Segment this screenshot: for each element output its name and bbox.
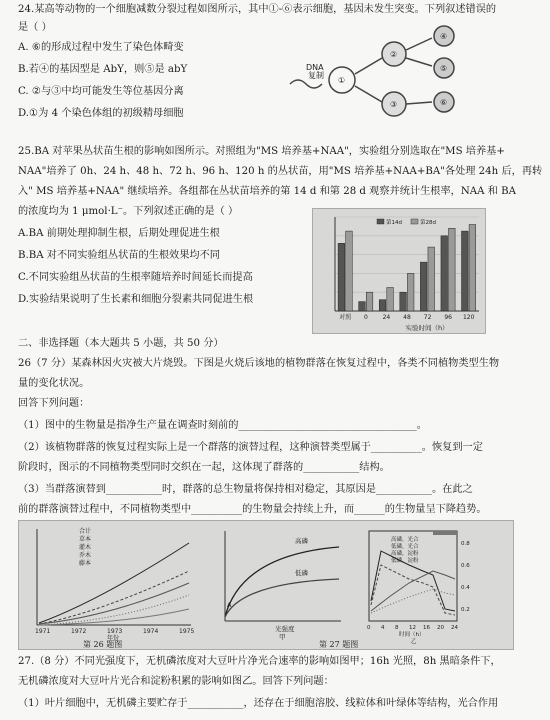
fig27-caption: 第 27 题图: [319, 640, 359, 649]
xtick-3: 48: [403, 314, 411, 321]
fig27b-legend-2: 高磷，淀粉: [391, 551, 419, 557]
cell-division-diagram: [282, 24, 482, 122]
fig26-xlabel: 年份: [107, 635, 120, 642]
q24-option-a: A. ⑥的形成过程中发生了染色体畸变: [18, 42, 184, 53]
dna-strand-left: [290, 80, 322, 88]
q25-stem-line1: 25.BA 对苹果丛状苗生根的影响如图所示。对照组为"MS 培养基+NAA"，实验组分别选取在"MS 培养基+: [18, 146, 505, 157]
fig27b-legend-1: 低磷，光合: [391, 544, 419, 550]
arrow-1-2: [355, 58, 382, 74]
fig27a-label-low: 低磷: [295, 569, 308, 577]
q24-option-d: D.①为 4 个染色体组的初级精母细胞: [18, 108, 184, 119]
arrow-2-5: [406, 58, 432, 66]
fig27b-ytick-r-1: 0.6: [461, 563, 470, 569]
q26-stem-line1: 26（7 分）某森林因火灾被大片烧毁。下图是火烧后该地的植物群落在恢复过程中，各类不同植物类型生物: [18, 358, 500, 369]
q25-option-b: B.BA 对不同实验组丛状苗的生根效果均不同: [18, 250, 220, 261]
xtick-4: 72: [423, 314, 432, 321]
cell-1-label: ①: [338, 76, 346, 85]
fig26-caption: 第 26 题图: [83, 640, 123, 649]
q27-stem-line1: 27.（8 分）不同光强度下，无机磷浓度对大豆叶片净光合速率的影响如图甲；16h 光照，8h 黑暗条件下，: [18, 656, 501, 667]
legend-swatch-1: [411, 219, 418, 224]
q27-sub1: （1）叶片细胞中，无机磷主要贮存于___________，还存在于细胞溶胶、线粒体和叶绿体等结构，光合作用: [18, 698, 499, 709]
q26-sub2-line2: 阶段时，图示的不同植物类型同时交织在一起，这体现了群落的___________结构。: [18, 462, 390, 473]
cell-3-label: ③: [390, 100, 398, 109]
q26-stem-line2: 量的变化状况。: [18, 378, 90, 389]
fig27b-dark-bar: [433, 531, 457, 535]
bar-1-3: [407, 273, 414, 311]
xtick-1: 0: [363, 314, 368, 321]
fig27b-sub: 乙: [411, 639, 417, 645]
bar-0-0: [338, 243, 345, 311]
bar-0-6: [462, 231, 469, 311]
figure-strip-svg: [19, 521, 513, 649]
q27-stem-line2: 无机磷浓度对大豆叶片光合和淀粉积累的影响如图乙。回答下列问题：: [18, 676, 334, 687]
fig26-curve-total: [39, 543, 189, 623]
dna-label-2: 复制: [308, 71, 324, 80]
bar-0-2: [379, 300, 386, 311]
fig27b-curve-3: [371, 571, 455, 611]
q24-stem-line1: 24.某高等动物的一个细胞减数分裂过程如图所示，其中①-⑥表示细胞，基因未发生突变。下列叙述错误的: [18, 4, 497, 15]
fig27a-curve-high: [225, 547, 339, 617]
fig27a-xlabel: 光强度: [275, 625, 295, 633]
fig27b-ytick-r-3: 0.2: [461, 607, 470, 613]
fig26-legend-4: 藤本: [79, 560, 92, 567]
figure-strip: [18, 520, 514, 650]
fig27b-xtick-0: 0: [367, 625, 371, 631]
fig27a-plot: [225, 531, 341, 641]
fig27a-label-high: 高磷: [295, 537, 308, 545]
q25-stem-line3: 入" MS 培养基+NAA" 继续培养。各组都在丛状苗培养的第 14 d 和第 28 d 观察并统计生根率，NAA 和 BA: [18, 186, 517, 197]
bar-1-2: [387, 288, 394, 312]
x-axis-label: 实验时间（h）: [405, 324, 449, 332]
bar-0-3: [400, 292, 407, 311]
q26-sub3-line1: （3）当群落演替到___________时，群落的总生物量将保持相对稳定，其原因是___________。在此之: [18, 484, 473, 495]
fig27b-xtick-6: 24: [451, 625, 458, 631]
q25-option-a: A.BA 前期处理抑制生根，后期处理促进生根: [18, 228, 220, 239]
q25-stem-line4: 的浓度均为 1 μmol·L⁻。下列叙述正确的是（ ）: [18, 206, 239, 217]
arrow-3-6: [406, 102, 432, 104]
fig26-legend-1: 草本: [79, 536, 92, 543]
fig27b-xlabel: 时间（h）: [399, 632, 425, 638]
fig26-xtick-2: 1973: [107, 628, 123, 635]
arrow-2-4: [406, 38, 432, 50]
fig26-xtick-4: 1975: [179, 628, 195, 635]
q26-sub2-line1: （2）该植物群落的恢复过程实际上是一个群落的演替过程，这种演替类型属于__________。恢复到一定: [18, 442, 483, 453]
fig27b-plot: [319, 531, 470, 649]
fig26-legend-2: 灌木: [79, 544, 92, 551]
fig26-curve-shrub: [39, 583, 189, 624]
cell-5-label: ⑤: [440, 64, 448, 73]
fig27b-xtick-1: 4: [381, 625, 385, 631]
fig26-legend-3: 乔木: [79, 552, 92, 559]
legend-swatch-0: [377, 219, 384, 224]
cell-2-label: ②: [390, 50, 398, 59]
ba-rooting-chart: [312, 208, 486, 334]
bar-0-1: [359, 302, 366, 311]
bar-1-1: [366, 292, 373, 311]
dna-label: DNA: [306, 63, 324, 72]
fig27b-ytick-r-0: 0.8: [461, 541, 470, 547]
ba-rooting-chart-svg: [313, 209, 485, 333]
q25-option-c: C.不同实验组丛状苗的生根率随培养时间延长而提高: [18, 272, 253, 283]
bar-0-4: [420, 262, 427, 311]
cell-4-label: ④: [440, 32, 448, 41]
fig27a-sub: 甲: [279, 633, 286, 641]
q25-stem-line2: NAA"培养了 0h、24 h、48 h、72 h、96 h、120 h 的丛状苗，用"MS 培养基+NAA+BA"各处理 24h 后，再转: [18, 166, 543, 177]
xtick-0: 对照: [339, 314, 352, 321]
q26-prompt: 回答下列问题：: [18, 398, 90, 409]
xtick-6: 120: [462, 314, 475, 321]
section-heading: 二、非选择题（本大题共 5 小题，共 50 分）: [18, 338, 224, 349]
legend-label-1: 第28d: [420, 220, 436, 226]
q24-option-c: C. ②与③中均可能发生等位基因分离: [18, 86, 184, 97]
fig27b-legend-0: 高磷，光合: [391, 537, 419, 543]
fig27b-xtick-5: 20: [437, 625, 444, 631]
fig27b-legend-3: 低磷，淀粉: [391, 558, 419, 564]
fig26-legend-0: 合计: [79, 528, 92, 535]
fig27b-xtick-2: 8: [395, 625, 399, 631]
q24-stem-line2: 是（ ）: [18, 22, 52, 33]
arrow-1-3: [355, 86, 382, 102]
bar-1-5: [449, 228, 456, 311]
fig27b-curve-2: [371, 565, 455, 615]
bar-1-6: [469, 225, 476, 311]
xtick-2: 24: [382, 314, 391, 321]
fig26-plot: [35, 527, 194, 649]
q26-sub3-line2: 前的群落演替过程中，不同植物类型中__________的生物量会持续上升，而______的生物量呈下降趋势。: [18, 504, 487, 515]
q26-sub1: （1）图中的生物量是指净生产量在调查时刻前的___________________________________。: [18, 420, 427, 431]
fig27b-ytick-r-2: 0.4: [461, 585, 470, 591]
fig26-xtick-3: 1974: [143, 628, 159, 635]
fig26-curve-vine: [39, 609, 189, 625]
fig27a-point-a: A: [227, 601, 232, 609]
fig26-xtick-1: 1972: [71, 628, 87, 635]
xtick-5: 96: [444, 314, 452, 321]
cell-6-label: ⑥: [440, 98, 448, 107]
fig27b-xtick-4: 16: [423, 625, 430, 631]
q25-option-d: D.实验结果说明了生长素和细胞分裂素共同促进生根: [18, 294, 254, 305]
bar-1-4: [428, 247, 435, 311]
q24-option-b: B.若④的基因型是 AbY，则⑤是 abY: [18, 64, 188, 75]
fig26-xtick-0: 1971: [35, 628, 51, 635]
cell-division-svg: [282, 24, 482, 122]
fig27b-xtick-3: 12: [409, 625, 416, 631]
legend-label-0: 第14d: [386, 220, 402, 226]
bar-1-0: [346, 231, 353, 311]
bar-0-5: [441, 236, 448, 311]
